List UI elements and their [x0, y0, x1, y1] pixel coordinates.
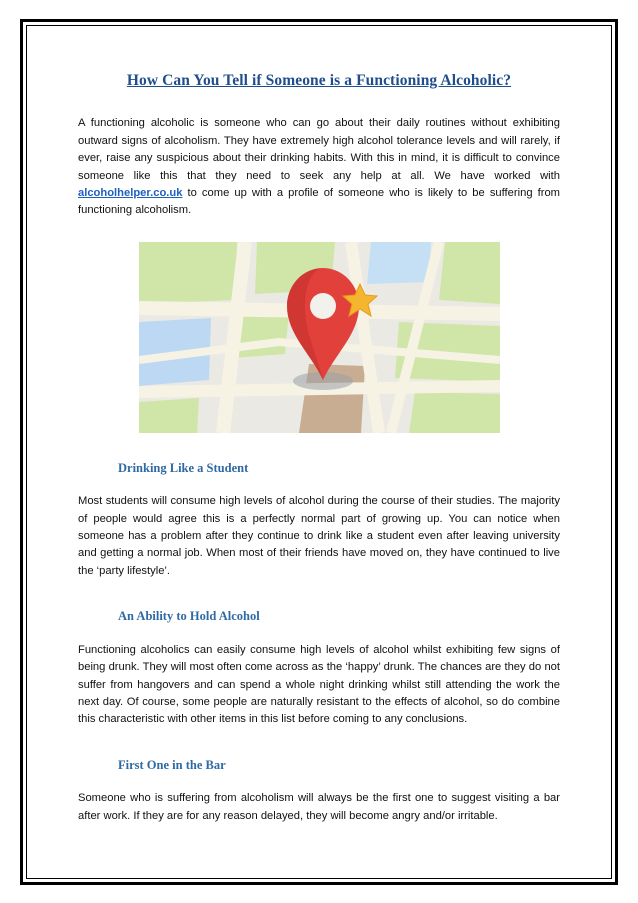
- alcoholhelper-link[interactable]: alcoholhelper.co.uk: [78, 187, 183, 200]
- section-paragraph: Most students will consume high levels of alcohol during the course of their studies. The majority of people would agree this is a perfectly normal part of growing up. You can notice when someone has a problem after they continue to drink like a student even after leaving university and getting a normal job. When most of their friends have moved on, they have continued to live the ‘party lifestyle’.: [78, 495, 560, 577]
- section-paragraph: Someone who is suffering from alcoholism will always be the first one to suggest visiting a bar after work. If they are for any reason delayed, they will become angry and/or irritable.: [78, 792, 560, 822]
- map-pin-icon: [139, 242, 500, 433]
- document-title: How Can You Tell if Someone is a Functioning Alcoholic?: [126, 72, 512, 89]
- section-heading: Drinking Like a Student: [118, 460, 249, 475]
- section-paragraph: Functioning alcoholics can easily consume high levels of alcohol whilst exhibiting few signs of being drunk. They will most often come across as the ‘happy’ drunk. The chances are they do not suffer from hangovers and can spend a whole night drinking whilst still attending the work the next day. Of course, some people are naturally resistant to the effects of alcohol, so do combine this characteristic with other items in this list before coming to any conclusions.: [78, 643, 560, 726]
- intro-text-before-link: A functioning alcoholic is someone who can go about their daily routines without exhibiting outward signs of alcoholism. They have extremely high alcohol tolerance levels and will rarely, if ever, raise any suspicious about their drinking habits. With this in mind, it is difficult to convince someone like this that they need to seek any help at all. We have worked with: [78, 117, 560, 182]
- map-pin-illustration: [139, 242, 500, 433]
- intro-text-after-link: to come up with a profile of someone who is likely to be suffering from functioning alcoholism.: [78, 187, 560, 217]
- section-heading: First One in the Bar: [118, 757, 226, 772]
- intro-paragraph: [78, 115, 560, 219]
- document-body: [78, 72, 560, 825]
- section-heading: An Ability to Hold Alcohol: [118, 609, 260, 624]
